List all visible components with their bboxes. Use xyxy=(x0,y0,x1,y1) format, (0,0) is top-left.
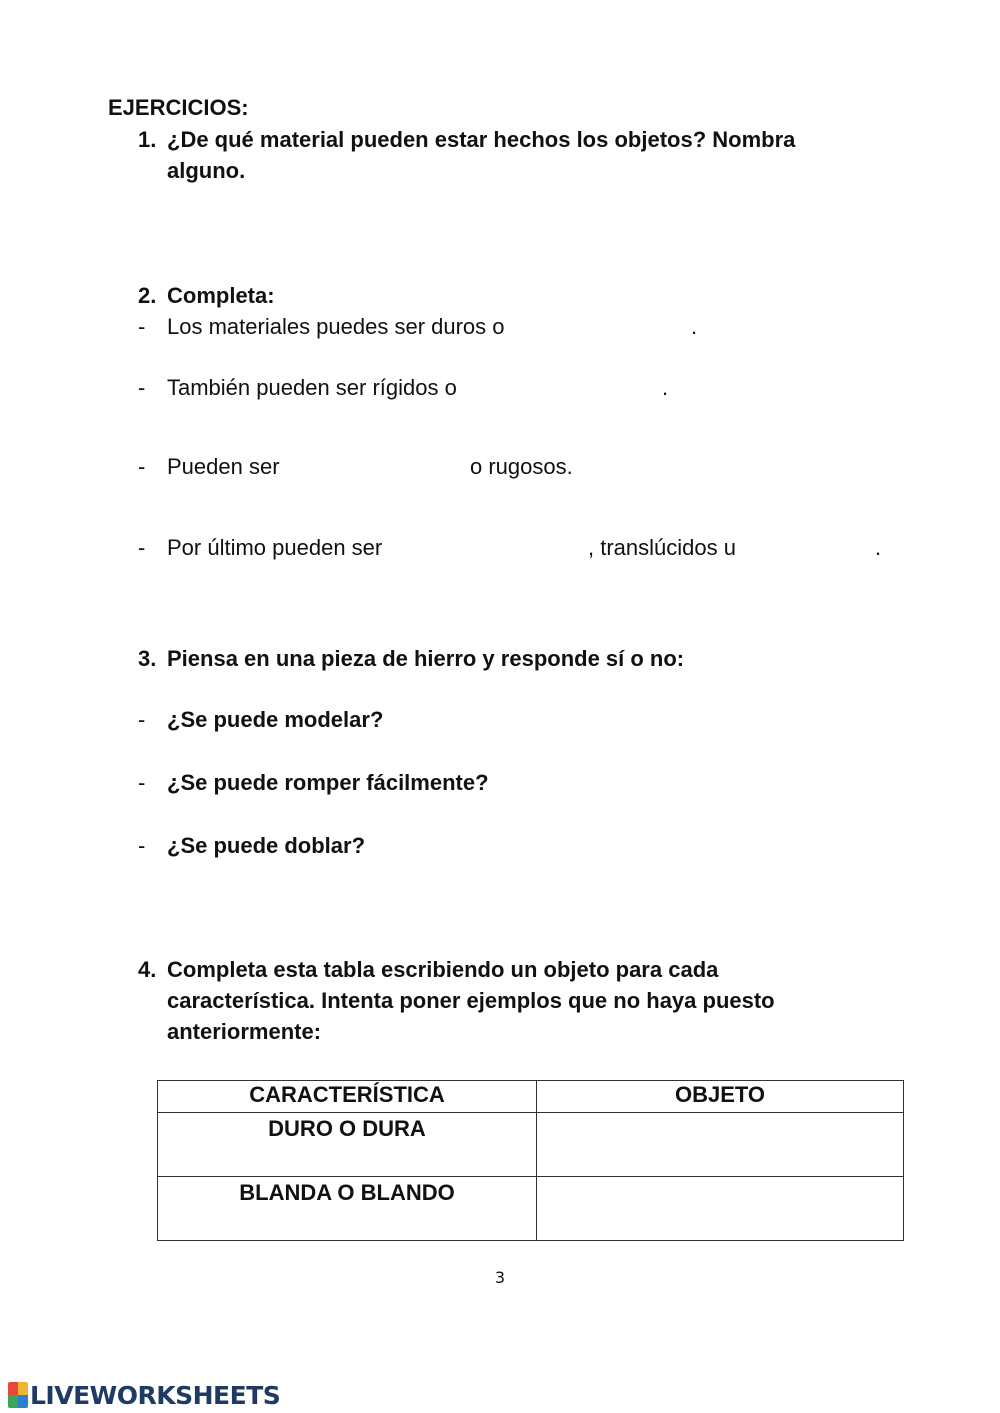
page-number: 3 xyxy=(494,1268,506,1287)
table-header-characteristic: CARACTERÍSTICA xyxy=(158,1081,537,1113)
q4-text-line1: Completa esta tabla escribiendo un objeto para cada xyxy=(167,957,719,982)
table-header-row xyxy=(158,1081,904,1113)
q2-item-3-end: o rugosos. xyxy=(470,454,573,479)
q3-item-3: ¿Se puede doblar? xyxy=(167,833,366,858)
q1-number: 1. xyxy=(138,127,157,152)
table-cell-characteristic: DURO O DURA xyxy=(158,1113,537,1177)
q3-item-2: ¿Se puede romper fácilmente? xyxy=(167,770,489,795)
q3-title: Piensa en una pieza de hierro y responde sí o no: xyxy=(167,646,685,671)
q2-dash-1: - xyxy=(138,314,146,339)
q4-text-line2: característica. Intenta poner ejemplos que no haya puesto xyxy=(167,988,775,1013)
table-cell-object-input[interactable] xyxy=(537,1177,904,1241)
q2-item-1-end: . xyxy=(691,314,698,339)
q4-text-line3: anteriormente: xyxy=(167,1019,322,1044)
q2-item-3-text: Pueden ser xyxy=(167,454,280,479)
q2-dash-2: - xyxy=(138,375,146,400)
q3-dash-3: - xyxy=(138,833,146,858)
q2-item-4-end: . xyxy=(875,535,882,560)
q3-number: 3. xyxy=(138,646,157,671)
characteristics-table xyxy=(157,1080,904,1241)
table-cell-characteristic: BLANDA O BLANDO xyxy=(158,1177,537,1241)
table-cell-object-input[interactable] xyxy=(537,1113,904,1177)
table-row xyxy=(158,1113,904,1177)
q2-item-4-middle: , translúcidos u xyxy=(588,535,736,560)
q3-dash-2: - xyxy=(138,770,146,795)
q2-item-4-text: Por último pueden ser xyxy=(167,535,383,560)
q3-item-1: ¿Se puede modelar? xyxy=(167,707,384,732)
liveworksheets-logo xyxy=(8,1380,280,1410)
q2-dash-3: - xyxy=(138,454,146,479)
q2-number: 2. xyxy=(138,283,157,308)
liveworksheets-logo-icon xyxy=(8,1382,28,1408)
q2-dash-4: - xyxy=(138,535,146,560)
q1-text-line1: ¿De qué material pueden estar hechos los objetos? Nombra xyxy=(167,127,796,152)
table-row xyxy=(158,1177,904,1241)
q4-number: 4. xyxy=(138,957,157,982)
q3-dash-1: - xyxy=(138,707,146,732)
liveworksheets-wordmark: LIVEWORKSHEETS xyxy=(30,1380,281,1410)
q1-text-line2: alguno. xyxy=(167,158,246,183)
q2-item-1-text: Los materiales puedes ser duros o xyxy=(167,314,505,339)
q2-item-2-end: . xyxy=(662,375,669,400)
page-heading: EJERCICIOS: xyxy=(108,95,249,120)
q2-title: Completa: xyxy=(167,283,275,308)
table-header-object: OBJETO xyxy=(537,1081,904,1113)
q2-item-2-text: También pueden ser rígidos o xyxy=(167,375,457,400)
